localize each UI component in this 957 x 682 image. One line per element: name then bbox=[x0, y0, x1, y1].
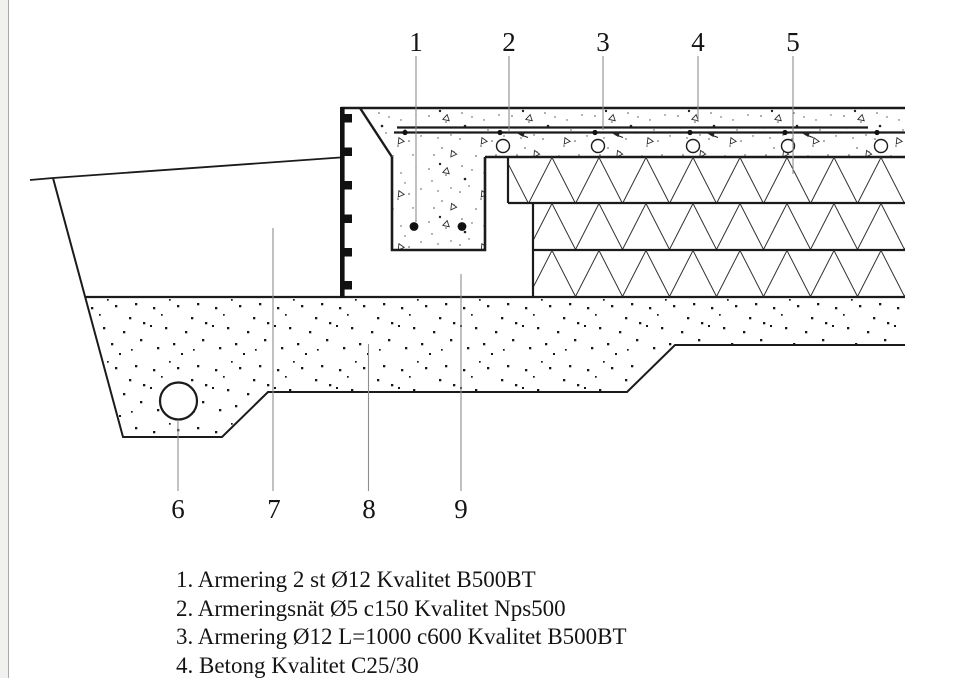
legend-item-3: 3. Armering Ø12 L=1000 c600 Kvalitet B500BT bbox=[176, 624, 627, 649]
drain-pipe-circle bbox=[160, 383, 197, 420]
callout-number-4: 4 bbox=[691, 27, 705, 57]
edge-form-element bbox=[340, 107, 352, 298]
callout-number-6: 6 bbox=[171, 494, 185, 524]
callout-number-7: 7 bbox=[267, 494, 281, 524]
callout-number-9: 9 bbox=[454, 494, 468, 524]
insulation-layer-3 bbox=[533, 250, 905, 297]
legend-item-1: 1. Armering 2 st Ø12 Kvalitet B500BT bbox=[176, 567, 536, 592]
callout-number-1: 1 bbox=[409, 27, 423, 57]
callout-number-3: 3 bbox=[596, 27, 610, 57]
ground-surface-line bbox=[30, 158, 340, 181]
callout-number-5: 5 bbox=[786, 27, 800, 57]
insulation-layer-1 bbox=[508, 157, 905, 203]
callout-number-8: 8 bbox=[362, 494, 376, 524]
callout-number-2: 2 bbox=[502, 27, 516, 57]
insulation-layer-2 bbox=[533, 203, 905, 250]
legend-item-2: 2. Armeringsnät Ø5 c150 Kvalitet Nps500 bbox=[176, 595, 566, 621]
legend bbox=[176, 566, 627, 680]
legend-item-4: 4. Betong Kvalitet C25/30 bbox=[176, 652, 419, 678]
gravel-fill bbox=[85, 297, 905, 437]
